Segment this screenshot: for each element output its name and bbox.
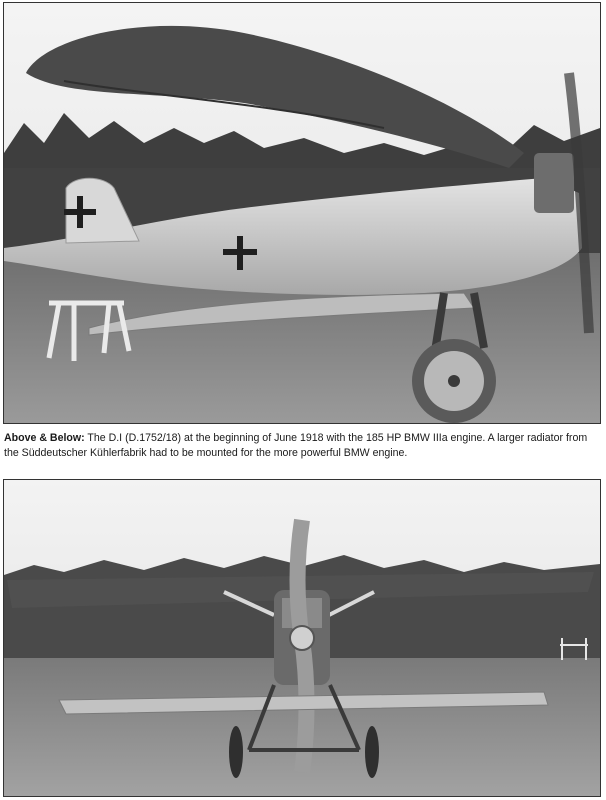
aircraft-side-view-image — [4, 3, 600, 423]
caption-text: The D.I (D.1752/18) at the beginning of June 1918 with the 185 HP BMW IIIa engine. A larger radiator from the Süddeutscher Kühlerfabrik had to be mounted for the more powerful BMW engine. — [4, 432, 588, 459]
photo-aircraft-side-view — [3, 2, 601, 424]
caption-lead: Above & Below: — [4, 432, 85, 444]
photo-aircraft-front-view — [3, 479, 601, 797]
aircraft-front-view-image — [4, 480, 600, 796]
photo-caption — [4, 431, 602, 461]
